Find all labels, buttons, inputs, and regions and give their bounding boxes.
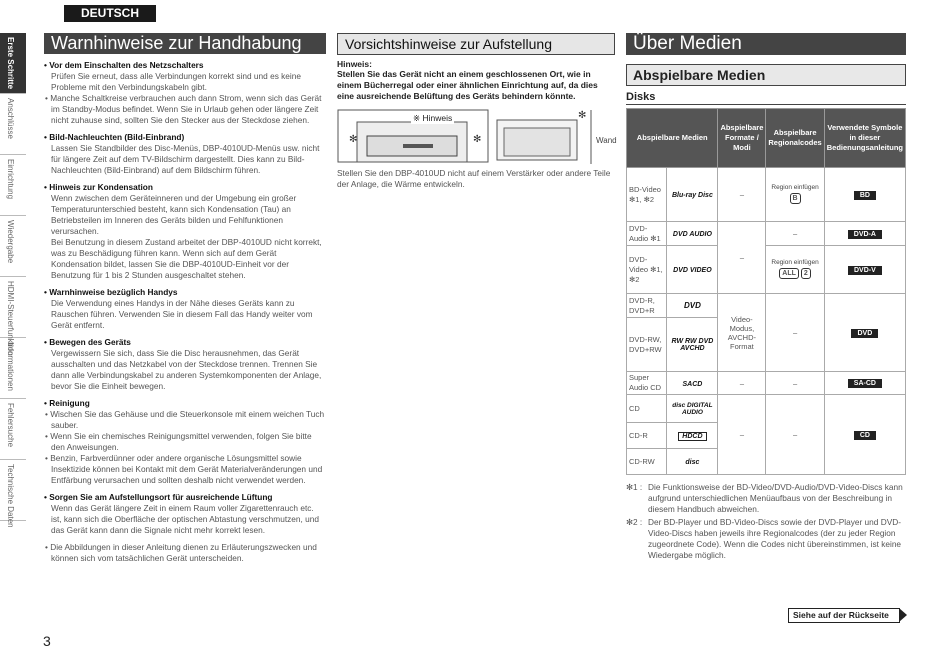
warning-section — [44, 182, 326, 281]
side-navigation — [0, 33, 26, 528]
side-tab-label: Erste Schritte — [6, 37, 15, 90]
format-cell: – — [718, 168, 766, 222]
side-tab-erste-schritte[interactable] — [0, 33, 26, 94]
see-back-link[interactable]: Siehe auf der Rückseite — [788, 608, 900, 623]
wall-label: Wand — [596, 136, 617, 145]
table-row — [627, 168, 906, 222]
side-tab-label: Wiedergabe — [6, 220, 15, 264]
table-row — [627, 246, 906, 294]
warning-title: • Sorgen Sie am Aufstellungsort für ausreichende Lüftung — [44, 492, 273, 502]
media-name: CD-RW — [627, 449, 667, 475]
disks-heading: Disks — [626, 91, 906, 105]
region-cell: – — [766, 395, 824, 475]
header-symbols: Verwendete Symbole in dieser Bedienungsanleitung — [824, 109, 905, 168]
media-column — [626, 33, 906, 563]
header-formats: Abspielbare Formate / Modi — [718, 109, 766, 168]
figure-note-label: ※ Hinweis — [413, 113, 453, 123]
table-row — [627, 372, 906, 395]
bluray-logo-icon: Blu-ray Disc — [667, 168, 718, 222]
footnote: ✻2 : Der BD-Player und BD-Video-Discs sowie der DVD-Player und DVD-Video-Discs haben jeweils ihre Regionalcodes (der zu jeder Region zugeordnete Code). Wenn die Codes nicht übereinstimmen, ist keine Wiedergabe möglich. — [626, 517, 902, 560]
region-cell: – — [766, 372, 824, 395]
warning-section — [44, 542, 326, 564]
region-all-icon: ALL — [779, 268, 799, 279]
page-number: 3 — [43, 633, 51, 649]
symbol-cell — [824, 222, 905, 246]
footnotes — [626, 482, 906, 561]
cd-rw-logo-icon: disc — [667, 449, 718, 475]
language-label: DEUTSCH — [64, 5, 156, 22]
hinweis-title: Hinweis: — [337, 59, 372, 69]
header-region: Abspielbare Regionalcodes — [766, 109, 824, 168]
warning-section — [44, 398, 326, 486]
media-name: DVD-Video ✻1, ✻2 — [627, 246, 667, 294]
section-title: Vorsichtshinweise zur Aufstellung — [337, 33, 615, 55]
media-name: DVD-R, DVD+R — [627, 294, 667, 318]
warning-title: • Vor dem Einschalten des Netzschalters — [44, 60, 204, 70]
media-name: Super Audio CD — [627, 372, 667, 395]
warning-text: • Die Abbildungen in dieser Anleitung dienen zu Erläuterungszwecken und können sich vom tatsächlichen Gerät unterscheiden. — [45, 542, 317, 563]
symbol-cell — [824, 294, 905, 372]
media-name: CD-R — [627, 423, 667, 449]
media-name: CD — [627, 395, 667, 423]
format-cell: – — [718, 372, 766, 395]
section-title: Über Medien — [626, 33, 906, 55]
symbol-badge: CD — [854, 431, 876, 440]
media-name: DVD-RW, DVD+RW — [627, 318, 667, 372]
warning-section — [44, 287, 326, 331]
side-tab-informationen[interactable] — [0, 338, 26, 399]
warning-title: • Bild-Nachleuchten (Bild-Einbrand) — [44, 132, 185, 142]
warning-title: • Reinigung — [44, 398, 90, 408]
table-row — [627, 294, 906, 318]
region-b-icon: B — [790, 193, 801, 204]
warning-text: Wenn zwischen dem Geräteinneren und der Umgebung ein großer Temperaturunterschied besteht, kann sich Kondensation (Tau) an Betriebsteilen im Inneren des Geräts bilden und Fehlfunktionen verursachen. — [51, 193, 297, 236]
warning-section — [44, 60, 326, 126]
table-row — [627, 222, 906, 246]
symbol-badge: BD — [854, 191, 876, 200]
installation-figure — [337, 108, 615, 166]
media-name: BD-Video ✻1, ✻2 — [627, 168, 667, 222]
figure-caption: Stellen Sie den DBP-4010UD nicht auf einem Verstärker oder andere Teile der Anlage, die Wärme entwickeln. — [337, 168, 611, 189]
warning-section — [44, 492, 326, 536]
side-tab-label: HDMI-Steuerfunktion — [6, 281, 15, 356]
symbol-badge: DVD — [851, 329, 878, 338]
warning-text: Prüfen Sie erneut, dass alle Verbindungen korrekt sind und es keine Probleme mit den Verbindungskabeln gibt. — [51, 71, 301, 92]
region-2-icon: 2 — [801, 268, 811, 279]
header-media: Abspielbare Medien — [627, 109, 718, 168]
media-table — [626, 108, 906, 475]
svg-text:✻: ✻ — [349, 134, 358, 145]
warning-text: Vergewissern Sie sich, dass Sie die Disc herausnehmen, das Gerät ausschalten und das Netzkabel von der Steckdose trennen. Trennen Sie dann alle Verbindungskabel zu anderen Systemkomponenten der Anlage, bevor Sie die Einheit bewegen. — [51, 348, 322, 391]
symbol-cell — [824, 395, 905, 475]
symbol-cell — [824, 372, 905, 395]
side-tab-technische-daten[interactable] — [0, 460, 26, 528]
side-tab-hdmi[interactable] — [0, 277, 26, 356]
footnote: ✻1 : Die Funktionsweise der BD-Video/DVD-Audio/DVD-Video-Discs kann aufgrund unterschiedlichen Menüaufbaus von der Beschreibung in diesem Handbuch abweichen. — [626, 482, 903, 514]
format-cell: – — [718, 222, 766, 294]
region-cell: – — [766, 294, 824, 372]
symbol-badge: DVD-A — [848, 230, 882, 239]
warning-text: Lassen Sie Standbilder des Disc-Menüs, DBP-4010UD-Menüs usw. nicht für längere Zeit auf dem TV-Bildschirm dargestellt. Dies kann zu Bild-Nachleuchten (Bild-Einbrand) auf dem Bildschirm führen. — [51, 143, 320, 175]
section-title: Warnhinweise zur Handhabung — [44, 33, 326, 54]
warning-section — [44, 132, 326, 176]
hinweis-body: Stellen Sie das Gerät nicht an einem geschlossenen Ort, wie in einem Bücherregal oder einer ähnlichen Einrichtung auf, da dies eine ausreichende Belüftung des Geräts behindern könnte. — [337, 69, 598, 101]
warning-title: • Hinweis zur Kondensation — [44, 182, 153, 192]
warning-text: • Wenn Sie ein chemisches Reinigungsmittel verwenden, folgen Sie bitte den Anweisungen. — [45, 431, 312, 452]
subsection-title: Abspielbare Medien — [626, 64, 906, 86]
warning-text: • Wischen Sie das Gehäuse und die Steuerkonsole mit einem weichen Tuch sauber. — [45, 409, 325, 430]
region-cell: Region einfügen ALL 2 — [766, 246, 824, 294]
sacd-logo-icon: SACD — [667, 372, 718, 395]
region-cell: – — [766, 222, 824, 246]
warning-text: • Manche Schaltkreise verbrauchen auch dann Strom, wenn sich das Gerät im Standby-Modus befindet. Wenn Sie in Urlaub gehen oder längere Zeit nicht zuhause sind, sollten Sie den Stecker aus der Steckdose ziehen. — [45, 93, 322, 125]
media-name: DVD-Audio ✻1 — [627, 222, 667, 246]
svg-text:✻: ✻ — [473, 134, 482, 145]
warning-text: • Benzin, Farbverdünner oder andere organische Lösungsmittel sowie Insektizide können bei Kontakt mit dem Gerät Materialveränderungen und Entfärbung verursachen und sollten deshalb nicht verwendet werden. — [45, 453, 323, 485]
warning-section — [44, 337, 326, 392]
warning-text: Wenn das Gerät längere Zeit in einem Raum voller Zigarettenrauch etc. ist, kann sich die Oberfläche der optischen Abtastung verschmutzen, und das Gerät kann dann die Signale nicht mehr korrekt lesen. — [51, 503, 319, 535]
region-cell: Region einfügen B — [766, 168, 824, 222]
dvd-video-logo-icon: DVD VIDEO — [667, 246, 718, 294]
symbol-cell — [824, 168, 905, 222]
side-tab-label: Einrichtung — [6, 159, 15, 200]
symbol-badge: SA-CD — [848, 379, 882, 388]
symbol-cell — [824, 246, 905, 294]
rw-avchd-logo-icon: RW RW DVD AVCHD — [667, 318, 718, 372]
side-tab-label: Anschlüsse — [6, 98, 15, 139]
warning-text: Bei Benutzung in diesem Zustand arbeitet der DBP-4010UD nicht korrekt, was zu Beschädigung führen kann. Wenn sich auf dem Gerät Kondensation bildet, lassen Sie die DBP-4010UD-Einheit vor der Benutzung für 1 bis 2 Stunden ausgeschaltet stehen. — [51, 237, 322, 280]
side-tab-wiedergabe[interactable] — [0, 216, 26, 277]
side-tab-anschluesse[interactable] — [0, 94, 26, 155]
side-tab-label: Technische Daten — [6, 464, 15, 528]
side-tab-einrichtung[interactable] — [0, 155, 26, 216]
dvd-audio-logo-icon: DVD AUDIO — [667, 222, 718, 246]
side-tab-fehlersuche[interactable] — [0, 399, 26, 460]
dvd-logo-icon: DVD — [667, 294, 718, 318]
warning-title: • Warnhinweise bezüglich Handys — [44, 287, 178, 297]
side-tab-label: Informationen — [6, 342, 15, 391]
warning-title: • Bewegen des Geräts — [44, 337, 131, 347]
table-row — [627, 395, 906, 423]
side-tab-label: Fehlersuche — [6, 403, 15, 448]
format-cell: – — [718, 395, 766, 475]
installation-column — [337, 33, 615, 190]
cd-logo-icon: disc DIGITAL AUDIO — [667, 395, 718, 423]
warning-text: Die Verwendung eines Handys in der Nähe dieses Geräts kann zu Rauschen führen. Verwenden Sie in diesem Fall das Handy weiter vom Gerät entfernt. — [51, 298, 313, 330]
format-cell: Video-Modus, AVCHD-Format — [718, 294, 766, 372]
installation-illustration — [337, 108, 615, 166]
handling-warnings-column — [44, 33, 326, 564]
symbol-badge: DVD-V — [848, 266, 882, 275]
svg-text:✻: ✻ — [578, 110, 587, 121]
hdcd-logo-icon: HDCD — [667, 423, 718, 449]
